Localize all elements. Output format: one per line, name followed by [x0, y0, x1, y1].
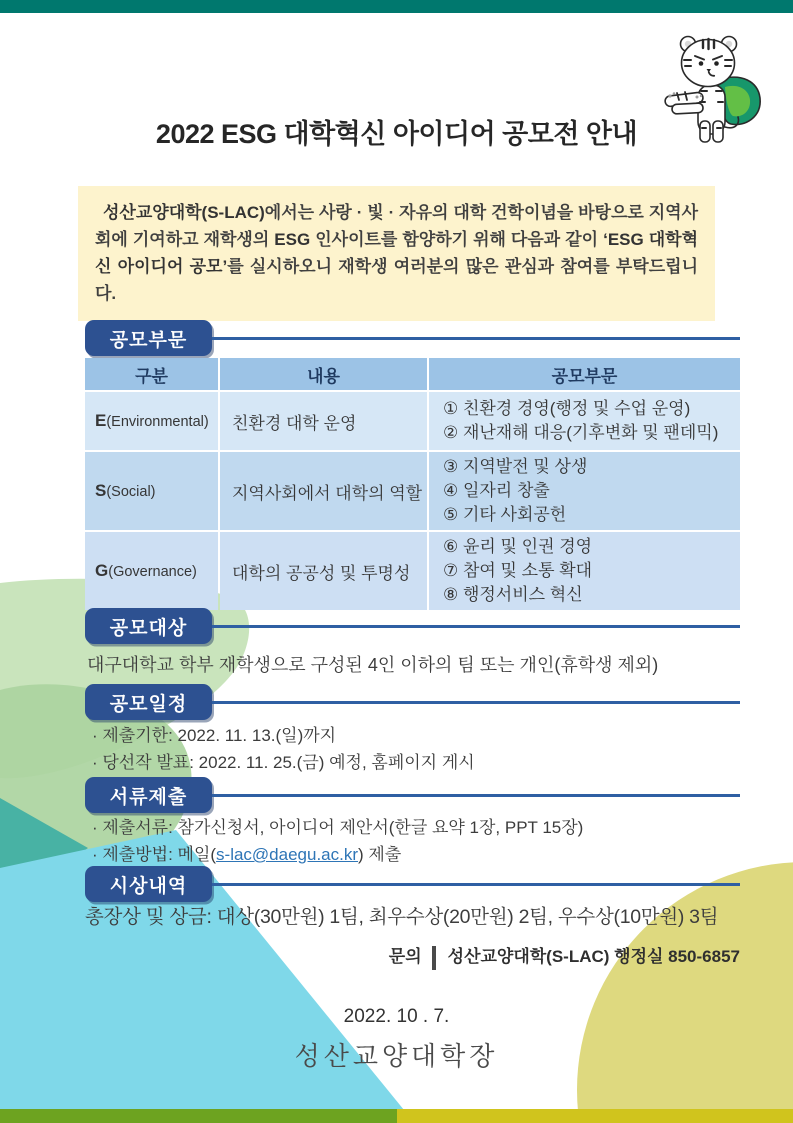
table-cell-category	[85, 392, 218, 450]
schedule-item: · 당선작 발표: 2022. 11. 25.(금) 예정, 홈페이지 게시	[92, 753, 475, 772]
intro-esg: ESG	[274, 230, 311, 249]
table-cell-category	[85, 452, 218, 530]
item-line: ⑥ 윤리 및 인권 경영	[443, 537, 593, 556]
table-header-cell: 공모부문	[429, 358, 740, 390]
section-header-schedule	[85, 684, 740, 720]
table-cell-content: 대학의 공공성 및 투명성	[220, 532, 427, 610]
intro-text: 를 실시하오니 재학생 여러분의 많은 관심과 참여를 부탁드립니다.	[95, 257, 698, 303]
item-line: ⑤ 기타 사회공헌	[443, 505, 567, 524]
intro-text: 인사이트를 함양하기 위해 다음과 같이	[310, 230, 604, 249]
category-code: G	[95, 561, 109, 580]
table-cell-category	[85, 532, 218, 610]
intro-contest-name: ‘ESG 대학혁신 아이디어 공모’	[95, 230, 699, 276]
section-header-submission	[85, 777, 740, 813]
award-text: 총장상 및 상금: 대상(30만원) 1팀, 최우수상(20만원) 2팀, 우수상(10만원) 3팀	[85, 906, 719, 928]
item-line: ⑦ 참여 및 소통 확대	[443, 561, 593, 580]
submission-list	[92, 814, 740, 868]
contact-line	[85, 942, 740, 970]
contact-divider	[432, 946, 436, 970]
issue-date: 2022. 10 . 7.	[343, 1006, 450, 1027]
section-rule	[212, 625, 740, 628]
item-line: ① 친환경 경영(행정 및 수업 운영)	[443, 399, 691, 418]
eligibility-text: 대구대학교 학부 재학생으로 구성된 4인 이하의 팀 또는 개인(휴학생 제외)	[87, 655, 659, 675]
intro-text: 에서는 사랑 · 빛 · 자유의 대학 건학이념을 바탕으로 지역사회에 기여하고 재학생의	[95, 203, 698, 249]
contact-label: 문의	[388, 947, 422, 966]
table-header-cell: 구분	[85, 358, 218, 390]
section-pill: 공모부문	[85, 320, 212, 356]
table-cell-items	[429, 532, 740, 610]
item-line: ③ 지역발전 및 상생	[443, 457, 588, 476]
submission-method-text: · 제출방법: 메일(	[92, 845, 217, 864]
section-pill: 서류제출	[85, 777, 212, 813]
section-pill: 공모대상	[85, 608, 212, 644]
table-cell-items	[429, 392, 740, 450]
submission-method-text: ) 제출	[358, 845, 402, 864]
submission-item	[92, 841, 740, 868]
schedule-item: · 제출기한: 2022. 11. 13.(일)까지	[92, 726, 337, 745]
page-title: 2022 ESG 대학혁신 아이디어 공모전 안내	[155, 119, 638, 149]
category-code-suffix: (Environmental)	[106, 414, 209, 430]
item-line: ⑧ 행정서비스 혁신	[443, 585, 583, 604]
intro-org-name: 성산교양대학(S-LAC)	[103, 203, 265, 222]
section-rule	[212, 701, 740, 704]
section-header-awards	[85, 866, 740, 902]
table-cell-content: 지역사회에서 대학의 역할	[220, 452, 427, 530]
contact-value: 성산교양대학(S-LAC) 행정실 850-6857	[447, 947, 740, 966]
table-cell-items	[429, 452, 740, 530]
category-code-suffix: (Social)	[106, 484, 156, 500]
section-rule	[212, 337, 740, 340]
intro-highlight-box	[78, 186, 715, 321]
email-link[interactable]: s-lac@daegu.ac.kr	[216, 845, 359, 864]
section-header-eligibility	[85, 608, 740, 644]
category-code: S	[95, 481, 107, 500]
table-header-cell: 내용	[220, 358, 427, 390]
table-cell-content: 친환경 대학 운영	[220, 392, 427, 450]
section-header-categories	[85, 320, 740, 356]
category-code: E	[95, 411, 107, 430]
contest-category-table	[85, 358, 740, 610]
schedule-list	[92, 722, 740, 776]
section-rule	[212, 794, 740, 797]
section-pill: 시상내역	[85, 866, 212, 902]
item-line: ② 재난재해 대응(기후변화 및 팬데믹)	[443, 423, 719, 442]
category-code-suffix: (Governance)	[108, 564, 197, 580]
signature: 성산교양대학장	[294, 1041, 499, 1071]
section-pill: 공모일정	[85, 684, 212, 720]
item-line: ④ 일자리 창출	[443, 481, 550, 500]
submission-item: · 제출서류: 참가신청서, 아이디어 제안서(한글 요약 1장, PPT 15장)	[92, 818, 584, 837]
section-rule	[212, 883, 740, 886]
